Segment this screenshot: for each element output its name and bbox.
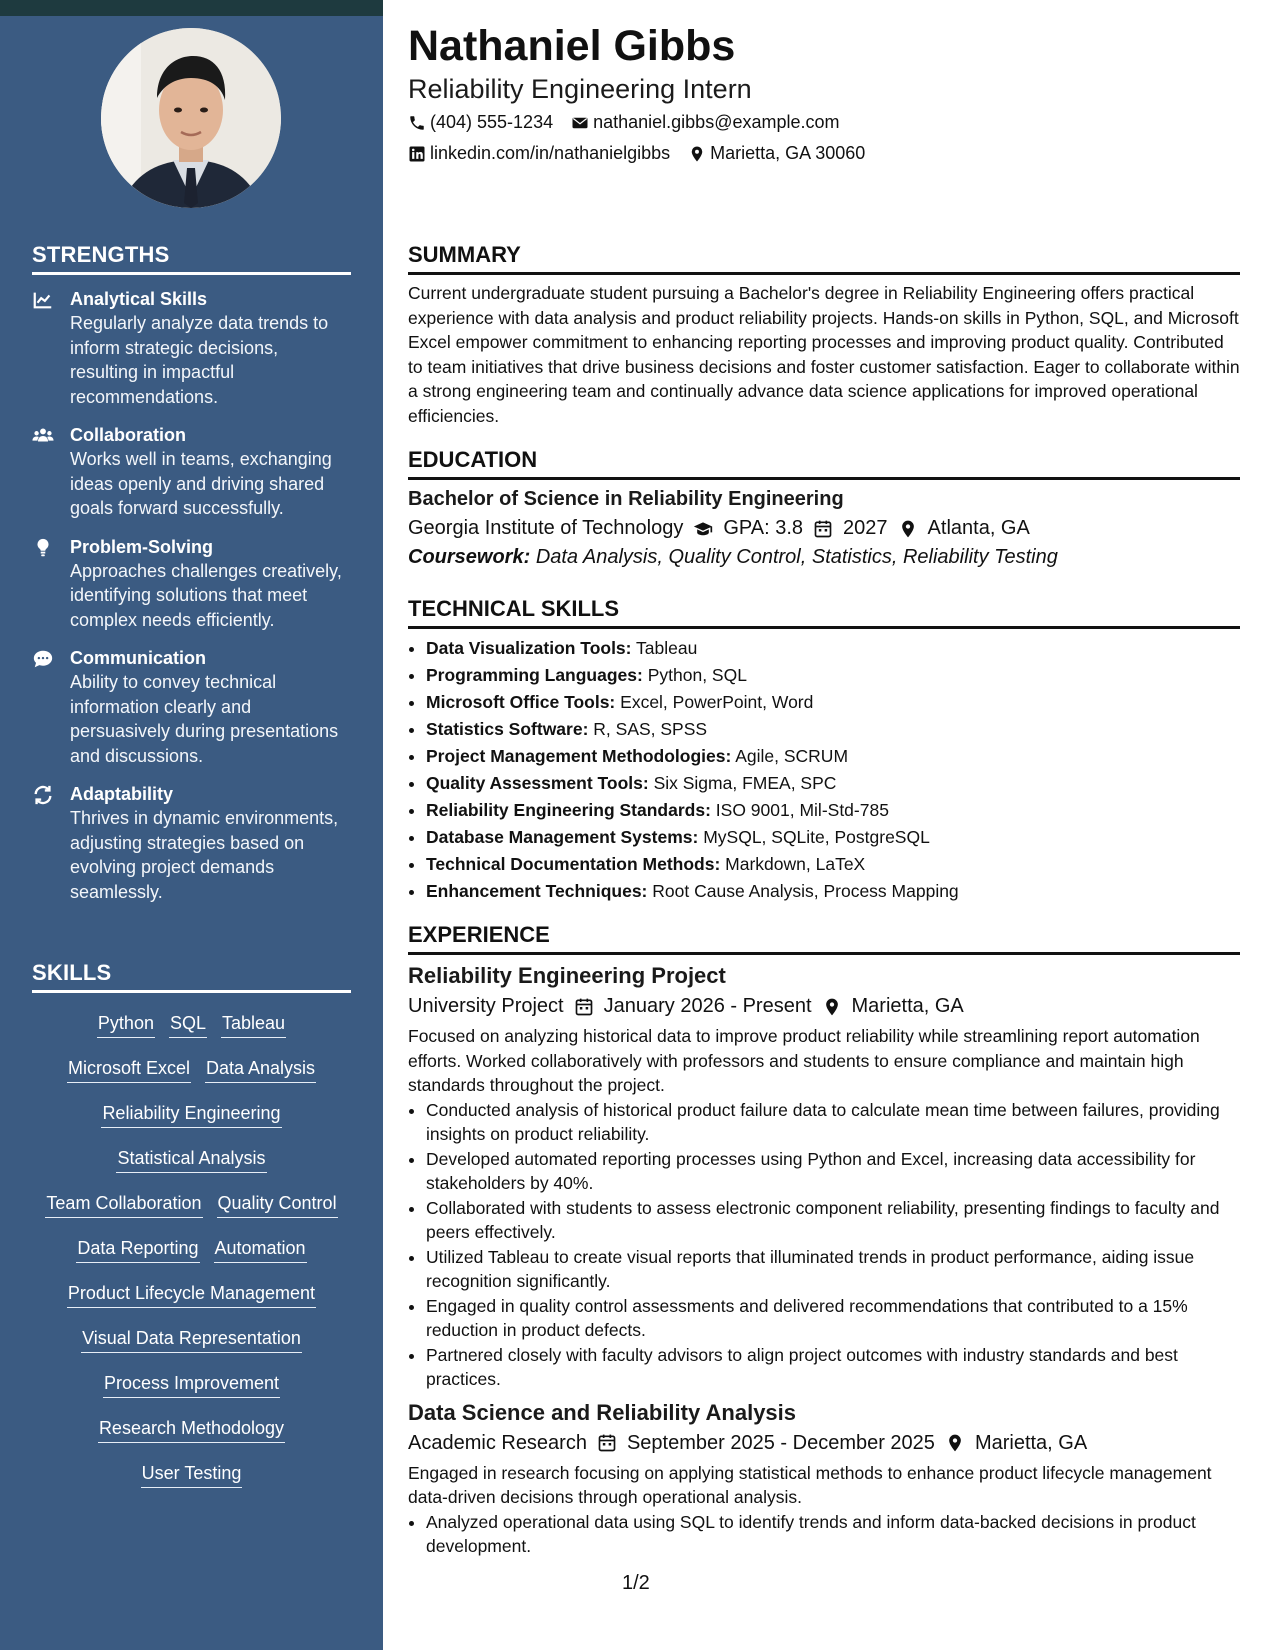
strength-description: Works well in teams, exchanging ideas openly and driving shared goals forward successfully. xyxy=(70,449,332,518)
education-title: EDUCATION xyxy=(408,447,1240,480)
calendar-icon xyxy=(597,1433,617,1453)
skill-value: Tableau xyxy=(636,638,698,658)
skill-label: Database Management Systems: xyxy=(426,827,699,847)
strength-name: Analytical Skills xyxy=(70,289,208,309)
list-item xyxy=(426,743,1240,770)
list-item xyxy=(426,797,1240,824)
candidate-name: Nathaniel Gibbs xyxy=(408,22,736,70)
experience-bullets xyxy=(408,1510,1240,1559)
contact-row-2 xyxy=(408,143,883,164)
experience-title-text: Reliability Engineering Project xyxy=(408,963,726,988)
list-item xyxy=(426,662,1240,689)
strength-name: Adaptability xyxy=(70,784,174,804)
email-contact xyxy=(571,112,839,133)
sidebar xyxy=(0,0,383,1650)
skill-chip: Data Analysis xyxy=(205,1056,316,1083)
skill-value: Agile, SCRUM xyxy=(735,746,849,766)
phone-contact xyxy=(408,112,553,133)
strength-description: Ability to convey technical information clearly and persuasively during presentations and discussions. xyxy=(70,672,339,766)
skill-label: Technical Documentation Methods: xyxy=(426,854,721,874)
technical-skills-title: TECHNICAL SKILLS xyxy=(408,596,1240,629)
experience-title-text: Data Science and Reliability Analysis xyxy=(408,1399,797,1425)
experience-meta xyxy=(408,1432,1240,1455)
map-marker-icon xyxy=(898,519,918,539)
skill-value: Markdown, LaTeX xyxy=(725,854,866,874)
strength-name: Collaboration xyxy=(70,425,186,445)
phone-icon xyxy=(408,114,426,132)
skill-chip: Statistical Analysis xyxy=(116,1146,266,1173)
skills-list xyxy=(32,993,351,1496)
degree-name: Bachelor of Science in Reliability Engineering xyxy=(408,488,844,510)
skill-label: Data Visualization Tools: xyxy=(426,638,632,658)
avatar xyxy=(101,28,281,208)
list-item xyxy=(426,635,1240,662)
skill-chip: Tableau xyxy=(221,1011,286,1038)
experience-org: Academic Research xyxy=(408,1431,587,1454)
skills-section xyxy=(32,960,351,1496)
skill-chip: Data Reporting xyxy=(76,1236,199,1263)
summary-title: SUMMARY xyxy=(408,242,1240,275)
education-section xyxy=(408,447,1240,569)
location-contact xyxy=(688,143,865,164)
page-indicator: 1/2 xyxy=(622,1572,650,1594)
skill-label: Reliability Engineering Standards: xyxy=(426,800,711,820)
list-item xyxy=(426,878,1240,905)
skill-value: Root Cause Analysis, Process Mapping xyxy=(652,881,959,901)
experience-meta xyxy=(408,995,1240,1018)
skill-value: Excel, PowerPoint, Word xyxy=(620,692,814,712)
list-item xyxy=(426,770,1240,797)
experience-summary: Focused on analyzing historical data to improve product reliability while streamlining report automation efforts. Worked collaboratively with professors and students to ensure compliance and maintain high standards throughout the project. xyxy=(408,1026,1200,1095)
linkedin-icon xyxy=(408,145,426,163)
strengths-section xyxy=(32,242,351,904)
skill-label: Programming Languages: xyxy=(426,665,643,685)
list-item: • Collaborated with students to assess electronic component reliability, presenting findings to faculty and peers effectively. xyxy=(426,1196,1240,1245)
list-item xyxy=(426,851,1240,878)
experience-section xyxy=(408,922,1240,1559)
linkedin-url[interactable]: linkedin.com/in/nathanielgibbs xyxy=(430,143,671,163)
job-title: Reliability Engineering Intern xyxy=(408,74,752,104)
sync-icon xyxy=(32,784,54,806)
coursework-list: Data Analysis, Quality Control, Statistics, Reliability Testing xyxy=(535,546,1058,568)
list-item xyxy=(426,824,1240,851)
experience-dates: September 2025 - December 2025 xyxy=(626,1431,935,1454)
email-address[interactable]: nathaniel.gibbs@example.com xyxy=(593,112,840,132)
list-item: • Conducted analysis of historical product failure data to calculate mean time between failures, providing insights on product reliability. xyxy=(426,1098,1240,1147)
phone-number: (404) 555-1234 xyxy=(430,112,554,132)
skill-label: Enhancement Techniques: xyxy=(426,881,648,901)
strength-item xyxy=(32,535,351,633)
list-item: • Partnered closely with faculty advisors to align project outcomes with industry standards and best practices. xyxy=(426,1343,1240,1392)
strength-name: Communication xyxy=(70,648,207,668)
strengths-title: STRENGTHS xyxy=(32,242,351,275)
list-item: • Engaged in quality control assessments and delivered recommendations that contributed to a 15% reduction in product defects. xyxy=(426,1294,1240,1343)
coursework-label: Coursework: xyxy=(408,546,531,568)
skill-label: Quality Assessment Tools: xyxy=(426,773,649,793)
technical-skills-section xyxy=(408,596,1240,905)
skill-chip: Python xyxy=(97,1011,155,1038)
summary-text: Current undergraduate student pursuing a Bachelor's degree in Reliability Engineering offers practical experience with data analysis and product reliability projects. Hands-on skills in Python, SQL, and Microsoft Excel empower commitment to enhancing reporting processes and improving product quality. Contributed to team initiatives that drive business decisions and foster customer satisfaction. Eager to collaborate within a strong engineering team and continually advance data science applications for improved operational efficiencies. xyxy=(408,283,1240,426)
map-marker-icon xyxy=(688,145,706,163)
strength-description: Thrives in dynamic environments, adjusting strategies based on evolving project demands seamlessly. xyxy=(70,808,339,902)
education-meta xyxy=(408,517,1240,540)
strength-item xyxy=(32,782,351,904)
skill-value: MySQL, SQLite, PostgreSQL xyxy=(703,827,930,847)
lightbulb-icon xyxy=(32,537,54,559)
skill-chip: Quality Control xyxy=(217,1191,338,1218)
graduation-year: 2027 xyxy=(843,517,888,539)
skill-chip: SQL xyxy=(169,1011,207,1038)
school-location: Atlanta, GA xyxy=(927,517,1030,539)
linkedin-contact xyxy=(408,143,670,164)
strength-item xyxy=(32,287,351,409)
strength-name: Problem-Solving xyxy=(70,536,214,557)
list-item xyxy=(426,689,1240,716)
skill-value: Six Sigma, FMEA, SPC xyxy=(653,773,837,793)
location-text: Marietta, GA 30060 xyxy=(710,143,866,163)
skill-chip: Process Improvement xyxy=(103,1371,280,1398)
skill-chip: User Testing xyxy=(141,1461,243,1488)
experience-org: University Project xyxy=(408,995,564,1017)
technical-skills-list xyxy=(408,635,1240,905)
skills-title: SKILLS xyxy=(32,960,351,993)
school-name: Georgia Institute of Technology xyxy=(408,517,684,539)
strength-item xyxy=(32,646,351,768)
skill-chip: Product Lifecycle Management xyxy=(67,1281,316,1308)
contact-row-1 xyxy=(408,112,858,133)
experience-location: Marietta, GA xyxy=(974,1431,1088,1454)
skill-chip: Team Collaboration xyxy=(45,1191,202,1218)
graduation-cap-icon xyxy=(693,519,713,539)
experience-summary: Engaged in research focusing on applying statistical methods to enhance product lifecycle management data-driven decisions through operational analysis. xyxy=(408,1462,1212,1507)
skill-value: Python, SQL xyxy=(647,665,747,685)
skill-chip: Microsoft Excel xyxy=(67,1056,191,1083)
list-item: • Analyzed operational data using SQL to identify trends and inform data-backed decisions in product development. xyxy=(426,1510,1240,1559)
chart-line-icon xyxy=(32,289,54,311)
profile-photo xyxy=(101,28,281,208)
gpa: GPA: 3.8 xyxy=(723,517,804,539)
skill-chip: Automation xyxy=(214,1236,307,1263)
strength-item xyxy=(32,423,351,521)
envelope-icon xyxy=(571,114,589,132)
skill-value: R, SAS, SPSS xyxy=(593,719,708,739)
list-item: • Developed automated reporting processes using Python and Excel, increasing data accessibility for stakeholders by 40%. xyxy=(426,1147,1240,1196)
coursework xyxy=(408,546,1240,569)
strength-description: Regularly analyze data trends to inform strategic decisions, resulting in impactful recommendations. xyxy=(70,313,329,407)
strength-description: Approaches challenges creatively, identifying solutions that meet complex needs efficiently. xyxy=(70,560,342,630)
map-marker-icon xyxy=(945,1433,965,1453)
experience-entry xyxy=(408,1400,1240,1559)
calendar-icon xyxy=(574,997,594,1017)
comment-icon xyxy=(32,648,54,670)
experience-bullets xyxy=(408,1098,1240,1392)
list-item xyxy=(426,716,1240,743)
skill-label: Microsoft Office Tools: xyxy=(426,692,616,712)
calendar-icon xyxy=(813,519,833,539)
sidebar-top-strip xyxy=(0,0,383,16)
experience-entry xyxy=(408,963,1240,1392)
list-item: • Utilized Tableau to create visual reports that illuminated trends in product performance, aiding issue recognition significantly. xyxy=(426,1245,1240,1294)
skill-value: ISO 9001, Mil-Std-785 xyxy=(715,800,889,820)
skill-label: Statistics Software: xyxy=(426,719,589,739)
experience-title: EXPERIENCE xyxy=(408,922,1240,955)
experience-location: Marietta, GA xyxy=(851,995,964,1017)
summary-section xyxy=(408,242,1240,428)
experience-dates: January 2026 - Present xyxy=(603,995,812,1017)
skill-chip: Reliability Engineering xyxy=(101,1101,281,1128)
users-icon xyxy=(32,425,54,447)
skill-chip: Visual Data Representation xyxy=(81,1326,302,1353)
map-marker-icon xyxy=(822,997,842,1017)
skill-chip: Research Methodology xyxy=(98,1416,285,1443)
skill-label: Project Management Methodologies: xyxy=(426,746,732,766)
